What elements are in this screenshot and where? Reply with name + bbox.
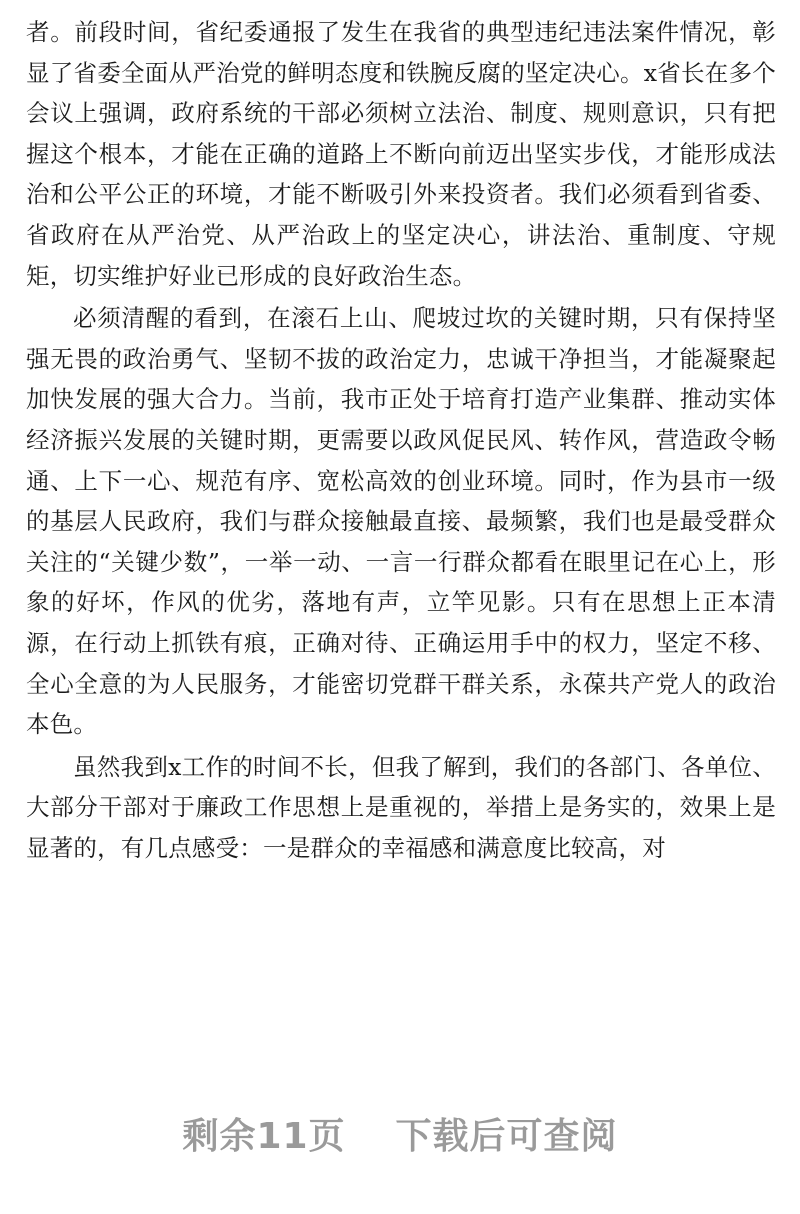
paragraph: 虽然我到x工作的时间不长，但我了解到，我们的各部门、各单位、大部分干部对于廉政工作思想上是重视的，举措上是务实的，效果上是显著的，有几点感受：一是群众的幸福感和满意度比较高，对 bbox=[26, 752, 776, 862]
remaining-pages-label: 剩余11页 bbox=[182, 1116, 346, 1157]
download-banner[interactable] bbox=[0, 1108, 800, 1159]
document-body bbox=[26, 12, 776, 868]
paragraph: 必须清醒的看到，在滚石上山、爬坡过坎的关键时期，只有保持坚强无畏的政治勇气、坚韧不拔的政治定力，忠诚干净担当，才能凝聚起加快发展的强大合力。当前，我市正处于培育打造产业集群、推动实体经济振兴发展的关键时期，更需要以政风促民风、转作风，营造政令畅通、上下一心、规范有序、宽松高效的创业环境。同时，作为县市一级的基层人民政府，我们与群众接触最直接、最频繁，我们也是最受群众关注的“关键少数”，一举一动、一言一行群众都看在眼里记在心上，形象的好坏，作风的优劣，落地有声，立竿见影。只有在思想上正本清源，在行动上抓铁有痕，正确对待、正确运用手中的权力，坚定不移、全心全意的为人民服务，才能密切党群干群关系，永葆共产党人的政治本色。 bbox=[26, 304, 776, 739]
download-prompt-label: 下载后可查阅 bbox=[395, 1116, 618, 1157]
paragraph-continued: 者。前段时间，省纪委通报了发生在我省的典型违纪违法案件情况，彰显了省委全面从严治党的鲜明态度和铁腕反腐的坚定决心。x省长在多个会议上强调，政府系统的干部必须树立法治、制度、规则意识，只有把握这个根本，才能在正确的道路上不断向前迈出坚实步伐，才能形成法治和公平公正的环境，才能不断吸引外来投资者。我们必须看到省委、省政府在从严治党、从严治政上的坚定决心，讲法治、重制度、守规矩，切实维护好业已形成的良好政治生态。 bbox=[26, 18, 776, 290]
